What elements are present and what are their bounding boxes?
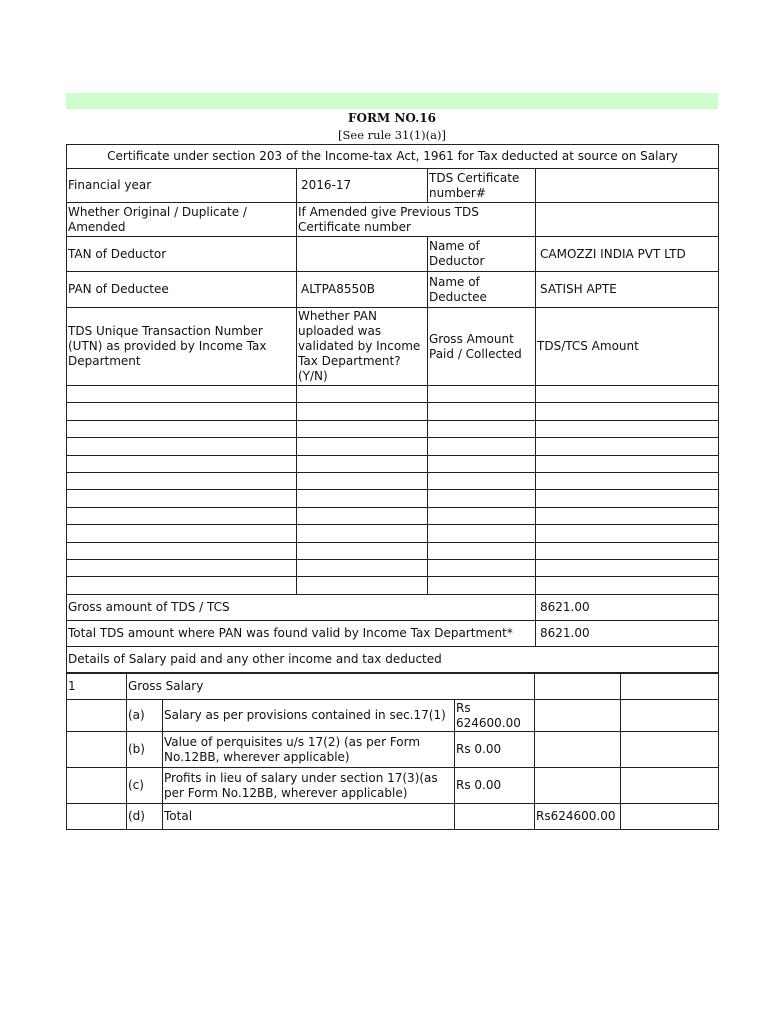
salary-row-number	[67, 700, 127, 732]
salary-row-number	[67, 732, 127, 768]
gross-salary-total	[535, 674, 621, 700]
tds-empty-row	[67, 507, 719, 524]
tds-empty-cell	[297, 490, 428, 507]
salary-row-total	[535, 768, 621, 804]
salary-row-amount: Rs 0.00	[455, 768, 535, 804]
form-rule: [See rule 31(1)(a)]	[338, 128, 446, 142]
certificate-heading: Certificate under section 203 of the Income-tax Act, 1961 for Tax deducted at source on Salary	[67, 145, 719, 169]
tds-empty-cell	[297, 420, 428, 437]
tds-empty-cell	[536, 525, 719, 542]
salary-row-description: Value of perquisites u/s 17(2) (as per Form No.12BB, wherever applicable)	[163, 732, 455, 768]
tds-empty-row	[67, 559, 719, 576]
deductor-name-label: Name of Deductor	[428, 237, 536, 272]
tds-empty-row	[67, 577, 719, 594]
tan-label: TAN of Deductor	[67, 237, 297, 272]
pan-value: ALTPA8550B	[297, 272, 428, 308]
salary-row-total: Rs624600.00	[535, 804, 621, 830]
pan-label: PAN of Deductee	[67, 272, 297, 308]
tds-empty-cell	[428, 386, 536, 403]
amended-label: If Amended give Previous TDS Certificate number	[297, 203, 536, 237]
tds-empty-cell	[536, 420, 719, 437]
tds-empty-cell	[428, 507, 536, 524]
tds-empty-cell	[428, 455, 536, 472]
tds-empty-row	[67, 472, 719, 489]
financial-year-value: 2016-17	[297, 169, 428, 203]
tds-empty-cell	[67, 507, 297, 524]
salary-row-total	[535, 700, 621, 732]
tds-empty-cell	[536, 472, 719, 489]
tds-empty-cell	[67, 525, 297, 542]
gross-salary-label: Gross Salary	[127, 674, 535, 700]
header-bar	[66, 93, 718, 109]
amended-value	[536, 203, 719, 237]
salary-row-code: (c)	[127, 768, 163, 804]
gross-salary-extra	[621, 674, 719, 700]
tan-value	[297, 237, 428, 272]
tds-empty-row	[67, 455, 719, 472]
salary-row	[67, 768, 719, 804]
tds-empty-cell	[67, 420, 297, 437]
gross-tds-value: 8621.00	[536, 594, 719, 620]
tds-empty-row	[67, 420, 719, 437]
certificate-table	[66, 144, 719, 673]
salary-row-total	[535, 732, 621, 768]
gross-tds-label: Gross amount of TDS / TCS	[67, 594, 536, 620]
tds-empty-cell	[536, 455, 719, 472]
tds-empty-cell	[67, 490, 297, 507]
tds-empty-cell	[428, 472, 536, 489]
tds-empty-cell	[67, 559, 297, 576]
salary-row	[67, 804, 719, 830]
salary-row-extra	[621, 804, 719, 830]
salary-row-number	[67, 768, 127, 804]
tds-empty-cell	[536, 403, 719, 420]
gross-amount-header: Gross Amount Paid / Collected	[428, 308, 536, 386]
tds-empty-cell	[297, 542, 428, 559]
tds-empty-cell	[536, 542, 719, 559]
tds-empty-row	[67, 403, 719, 420]
salary-section-heading: Details of Salary paid and any other income and tax deducted	[67, 646, 719, 672]
tds-empty-cell	[297, 386, 428, 403]
tds-empty-cell	[297, 559, 428, 576]
pan-validated-header: Whether PAN uploaded was validated by Income Tax Department? (Y/N)	[297, 308, 428, 386]
tds-empty-cell	[67, 386, 297, 403]
tds-amount-header: TDS/TCS Amount	[536, 308, 719, 386]
gross-salary-number: 1	[67, 674, 127, 700]
tds-empty-cell	[428, 490, 536, 507]
utn-header: TDS Unique Transaction Number (UTN) as provided by Income Tax Department	[67, 308, 297, 386]
tds-empty-cell	[428, 525, 536, 542]
deductee-name-label: Name of Deductee	[428, 272, 536, 308]
tds-empty-cell	[428, 559, 536, 576]
tds-empty-cell	[297, 507, 428, 524]
tds-empty-cell	[536, 386, 719, 403]
salary-table	[66, 673, 719, 830]
tds-empty-row	[67, 386, 719, 403]
salary-row-description: Total	[163, 804, 455, 830]
tds-empty-row	[67, 438, 719, 455]
tds-empty-cell	[297, 525, 428, 542]
tds-certificate-value	[536, 169, 719, 203]
salary-row-extra	[621, 700, 719, 732]
salary-row	[67, 732, 719, 768]
tds-empty-cell	[67, 403, 297, 420]
salary-row-amount: Rs 624600.00	[455, 700, 535, 732]
tds-empty-cell	[297, 577, 428, 594]
tds-empty-cell	[428, 542, 536, 559]
salary-row-code: (a)	[127, 700, 163, 732]
tds-empty-cell	[297, 455, 428, 472]
salary-row-code: (b)	[127, 732, 163, 768]
salary-row-amount	[455, 804, 535, 830]
tds-empty-row	[67, 525, 719, 542]
tds-empty-cell	[428, 403, 536, 420]
tds-empty-cell	[297, 403, 428, 420]
form-title: FORM NO.16	[347, 111, 436, 125]
tds-empty-cell	[67, 472, 297, 489]
valid-pan-tds-label: Total TDS amount where PAN was found valid by Income Tax Department*	[67, 620, 536, 646]
tds-empty-cell	[297, 438, 428, 455]
original-duplicate-label: Whether Original / Duplicate / Amended	[67, 203, 297, 237]
salary-row-extra	[621, 732, 719, 768]
salary-row-number	[67, 804, 127, 830]
tds-empty-cell	[67, 577, 297, 594]
tds-empty-cell	[536, 438, 719, 455]
salary-row-amount: Rs 0.00	[455, 732, 535, 768]
deductee-name-value: SATISH APTE	[536, 272, 719, 308]
tds-certificate-label: TDS Certificate number#	[428, 169, 536, 203]
tds-empty-cell	[536, 577, 719, 594]
tds-empty-row	[67, 542, 719, 559]
tds-empty-cell	[428, 438, 536, 455]
tds-empty-row	[67, 490, 719, 507]
salary-row-code: (d)	[127, 804, 163, 830]
tds-empty-cell	[67, 455, 297, 472]
deductor-name-value: CAMOZZI INDIA PVT LTD	[536, 237, 719, 272]
tds-empty-cell	[428, 577, 536, 594]
salary-row-extra	[621, 768, 719, 804]
tds-empty-cell	[67, 438, 297, 455]
salary-row-description: Salary as per provisions contained in sec.17(1)	[163, 700, 455, 732]
financial-year-label: Financial year	[67, 169, 297, 203]
tds-empty-cell	[536, 559, 719, 576]
tds-empty-cell	[67, 542, 297, 559]
tds-empty-cell	[428, 420, 536, 437]
valid-pan-tds-value: 8621.00	[536, 620, 719, 646]
tds-empty-cell	[536, 507, 719, 524]
tds-empty-cell	[536, 490, 719, 507]
salary-row-description: Profits in lieu of salary under section 17(3)(as per Form No.12BB, wherever applicable)	[163, 768, 455, 804]
tds-empty-cell	[297, 472, 428, 489]
salary-row	[67, 700, 719, 732]
